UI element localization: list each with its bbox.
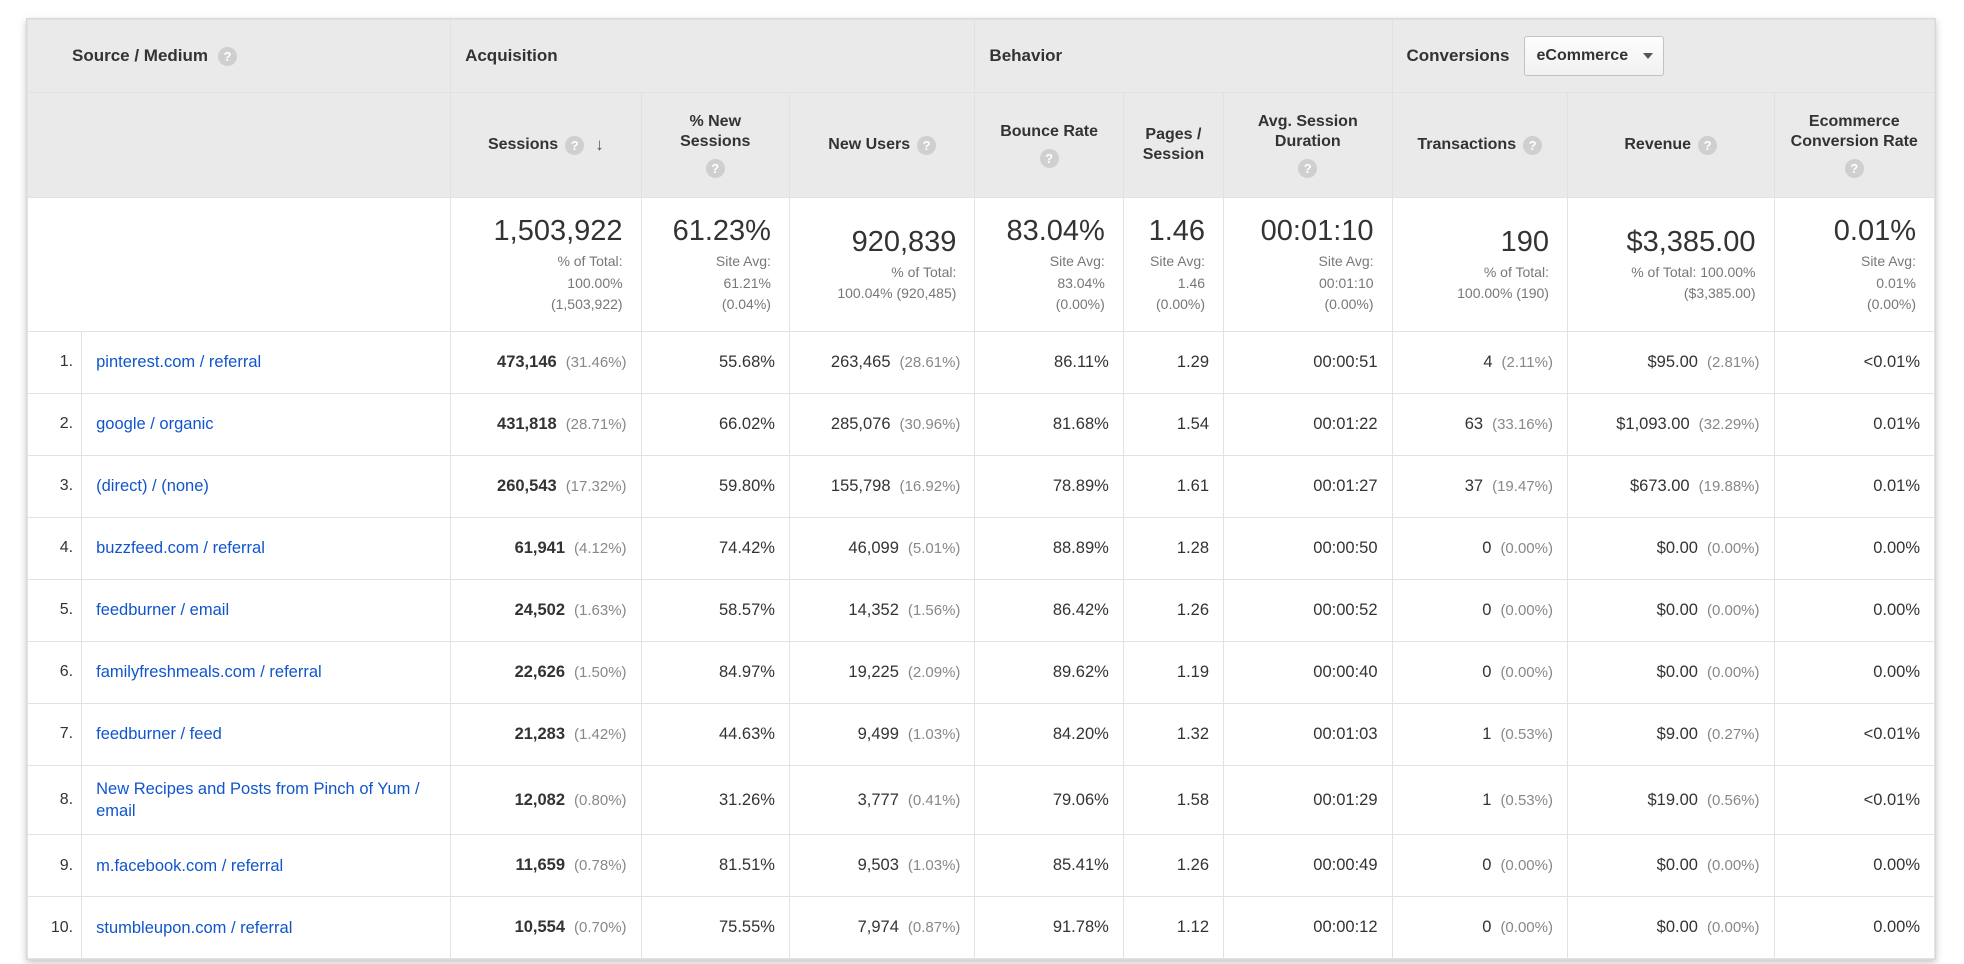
- header-metric-row: [28, 93, 1935, 198]
- totals-bounce-rate: [975, 198, 1123, 332]
- column-header-avg-session-duration-label: Avg. Session Duration: [1257, 113, 1358, 150]
- table-row[interactable]: [28, 703, 1935, 765]
- column-header-transactions[interactable]: [1392, 93, 1567, 198]
- totals-pages-session: [1123, 198, 1223, 332]
- cell-avg-session-duration: 00:01:29: [1224, 765, 1392, 835]
- cell-sessions-percent: (4.12%): [574, 539, 627, 557]
- group-header-acquisition: [451, 20, 975, 93]
- cell-sessions-value: 473,146: [497, 352, 557, 371]
- cell-transactions-value: 0: [1482, 662, 1492, 681]
- cell-new-sessions: 81.51%: [641, 835, 789, 897]
- row-source-medium: [82, 897, 451, 959]
- cell-avg-session-duration: 00:00:40: [1224, 641, 1392, 703]
- cell-avg-session-duration: 00:00:49: [1224, 835, 1392, 897]
- cell-bounce-rate: 86.42%: [975, 579, 1123, 641]
- source-medium-link[interactable]: New Recipes and Posts from Pinch of Yum / email: [96, 779, 420, 821]
- cell-transactions-value: 1: [1482, 724, 1492, 743]
- cell-new-users-value: 3,777: [857, 790, 899, 809]
- totals-avg-session-duration-note3: (0.00%): [1324, 296, 1374, 313]
- table-row[interactable]: [28, 393, 1935, 455]
- cell-avg-session-duration: 00:01:27: [1224, 455, 1392, 517]
- totals-revenue-value: $3,385.00: [1626, 225, 1756, 258]
- cell-new-users-percent: (2.09%): [907, 663, 961, 681]
- totals-revenue-note2: ($3,385.00): [1683, 285, 1756, 302]
- totals-pages-session-value: 1.46: [1148, 215, 1206, 247]
- cell-transactions: [1392, 765, 1567, 835]
- cell-ecommerce-conversion-rate: 0.00%: [1774, 835, 1935, 897]
- row-index: 1.: [28, 331, 82, 393]
- cell-sessions-percent: (31.46%): [565, 353, 627, 371]
- cell-transactions-value: 0: [1482, 856, 1492, 875]
- cell-revenue-percent: (19.88%): [1698, 477, 1760, 495]
- cell-revenue-value: $0.00: [1656, 662, 1698, 681]
- cell-bounce-rate: 89.62%: [975, 641, 1123, 703]
- cell-bounce-rate: 88.89%: [975, 517, 1123, 579]
- cell-new-users: [789, 455, 974, 517]
- row-source-medium: [82, 393, 451, 455]
- cell-pages-session: 1.19: [1123, 641, 1223, 703]
- cell-revenue-percent: (0.00%): [1706, 663, 1760, 681]
- dimension-header-label: Source / Medium: [72, 46, 209, 65]
- cell-revenue: [1567, 765, 1774, 835]
- cell-avg-session-duration: 00:01:03: [1224, 703, 1392, 765]
- totals-new-users: [789, 198, 974, 332]
- column-header-revenue[interactable]: [1567, 93, 1774, 198]
- cell-new-users: [789, 331, 974, 393]
- cell-sessions: [451, 455, 641, 517]
- totals-ecommerce-conversion-rate-note2: 0.01%: [1876, 274, 1916, 291]
- cell-bounce-rate: 86.11%: [975, 331, 1123, 393]
- cell-new-users: [789, 765, 974, 835]
- cell-new-users-value: 263,465: [830, 352, 891, 371]
- totals-bounce-rate-note2: 83.04%: [1057, 274, 1105, 291]
- dimension-header[interactable]: [28, 20, 451, 93]
- cell-new-users-percent: (1.03%): [907, 725, 961, 743]
- cell-ecommerce-conversion-rate: 0.01%: [1774, 393, 1935, 455]
- cell-transactions-percent: (0.53%): [1500, 725, 1553, 743]
- help-question-icon[interactable]: ?: [1298, 159, 1317, 178]
- column-header-pages-session-label: Pages / Session: [1142, 126, 1205, 163]
- cell-new-sessions: 74.42%: [641, 517, 789, 579]
- help-question-icon[interactable]: ?: [1698, 136, 1717, 155]
- column-header-new-users[interactable]: [789, 93, 974, 198]
- totals-transactions-note2: 100.00% (190): [1457, 285, 1549, 302]
- column-header-revenue-label: Revenue: [1624, 136, 1692, 153]
- cell-sessions-percent: (17.32%): [565, 477, 627, 495]
- cell-sessions: [451, 703, 641, 765]
- row-source-medium: [82, 517, 451, 579]
- table-row[interactable]: [28, 835, 1935, 897]
- cell-sessions-percent: (1.63%): [574, 601, 627, 619]
- totals-row: [28, 198, 1935, 332]
- cell-new-users-percent: (0.41%): [907, 791, 961, 809]
- cell-new-users-value: 7,974: [857, 918, 899, 937]
- cell-transactions-percent: (0.00%): [1500, 539, 1553, 557]
- totals-revenue: [1567, 198, 1774, 332]
- totals-bounce-rate-value: 83.04%: [1006, 215, 1105, 247]
- analytics-report-panel: [26, 18, 1936, 960]
- cell-pages-session: 1.32: [1123, 703, 1223, 765]
- cell-bounce-rate: 84.20%: [975, 703, 1123, 765]
- totals-avg-session-duration-value: 00:01:10: [1260, 215, 1374, 247]
- table-body: [28, 331, 1935, 959]
- cell-pages-session: 1.58: [1123, 765, 1223, 835]
- cell-sessions-value: 260,543: [497, 476, 557, 495]
- totals-avg-session-duration-note2: 00:01:10: [1319, 274, 1374, 291]
- cell-pages-session: 1.26: [1123, 579, 1223, 641]
- cell-transactions-percent: (0.53%): [1500, 791, 1553, 809]
- cell-bounce-rate: 91.78%: [975, 897, 1123, 959]
- cell-revenue-percent: (0.00%): [1706, 601, 1760, 619]
- cell-sessions-percent: (0.70%): [574, 919, 627, 937]
- totals-avg-session-duration: [1224, 198, 1392, 332]
- cell-new-users: [789, 641, 974, 703]
- cell-revenue: [1567, 331, 1774, 393]
- cell-new-users-percent: (30.96%): [899, 415, 961, 433]
- cell-transactions-value: 4: [1483, 352, 1493, 371]
- cell-new-sessions: 59.80%: [641, 455, 789, 517]
- cell-sessions-percent: (28.71%): [565, 415, 627, 433]
- cell-transactions: [1392, 703, 1567, 765]
- cell-new-users-value: 9,499: [857, 724, 899, 743]
- cell-revenue: [1567, 835, 1774, 897]
- cell-sessions: [451, 765, 641, 835]
- cell-transactions: [1392, 517, 1567, 579]
- cell-sessions-value: 11,659: [515, 856, 566, 875]
- cell-transactions-percent: (0.00%): [1500, 601, 1553, 619]
- table-row[interactable]: [28, 331, 1935, 393]
- cell-sessions-percent: (1.50%): [574, 663, 627, 681]
- cell-revenue-value: $9.00: [1656, 724, 1698, 743]
- cell-revenue-percent: (0.27%): [1706, 725, 1760, 743]
- cell-new-users-percent: (28.61%): [899, 353, 961, 371]
- cell-new-sessions: 75.55%: [641, 897, 789, 959]
- row-index: 6.: [28, 641, 82, 703]
- cell-revenue: [1567, 393, 1774, 455]
- cell-revenue-percent: (0.56%): [1706, 791, 1760, 809]
- cell-transactions: [1392, 393, 1567, 455]
- cell-new-users-value: 19,225: [848, 662, 899, 681]
- cell-new-users-percent: (1.56%): [907, 601, 961, 619]
- cell-revenue-value: $95.00: [1647, 352, 1698, 371]
- cell-new-users-percent: (5.01%): [907, 539, 961, 557]
- cell-new-sessions: 31.26%: [641, 765, 789, 835]
- cell-revenue: [1567, 517, 1774, 579]
- help-question-icon[interactable]: ?: [1845, 159, 1864, 178]
- totals-new-users-note2: 100.04% (920,485): [837, 285, 957, 302]
- cell-transactions: [1392, 641, 1567, 703]
- cell-revenue-percent: (0.00%): [1706, 539, 1760, 557]
- totals-new-sessions: [641, 198, 789, 332]
- totals-ecommerce-conversion-rate-note3: (0.00%): [1866, 296, 1916, 313]
- cell-bounce-rate: 81.68%: [975, 393, 1123, 455]
- cell-transactions-percent: (33.16%): [1492, 415, 1553, 433]
- source-medium-link[interactable]: familyfreshmeals.com / referral: [96, 663, 322, 682]
- cell-transactions-value: 1: [1482, 790, 1492, 809]
- totals-revenue-note1: % of Total: 100.00%: [1631, 263, 1756, 280]
- column-header-sessions[interactable]: [451, 93, 641, 198]
- source-medium-link[interactable]: feedburner / feed: [96, 725, 222, 744]
- cell-sessions: [451, 641, 641, 703]
- table-row[interactable]: [28, 579, 1935, 641]
- cell-pages-session: 1.61: [1123, 455, 1223, 517]
- cell-new-users-percent: (16.92%): [899, 477, 961, 495]
- column-header-pages-session[interactable]: [1123, 93, 1223, 198]
- source-medium-link[interactable]: stumbleupon.com / referral: [96, 918, 293, 937]
- totals-ecommerce-conversion-rate-value: 0.01%: [1833, 215, 1916, 247]
- totals-pages-session-note3: (0.00%): [1156, 296, 1206, 313]
- cell-ecommerce-conversion-rate: 0.00%: [1774, 517, 1935, 579]
- table-row[interactable]: [28, 897, 1935, 959]
- help-question-icon[interactable]: ?: [706, 159, 725, 178]
- source-medium-link[interactable]: feedburner / email: [96, 601, 230, 620]
- help-question-icon[interactable]: ?: [1040, 149, 1059, 168]
- column-header-bounce-rate-label: Bounce Rate: [1000, 123, 1098, 140]
- totals-sessions-note1: % of Total:: [557, 253, 623, 270]
- totals-new-sessions-note2: 61.21%: [723, 274, 771, 291]
- cell-pages-session: 1.29: [1123, 331, 1223, 393]
- cell-pages-session: 1.28: [1123, 517, 1223, 579]
- group-header-behavior-label: Behavior: [989, 46, 1063, 65]
- help-question-icon[interactable]: ?: [1523, 136, 1542, 155]
- header-group-row: [28, 20, 1935, 93]
- cell-new-users-percent: (1.03%): [907, 857, 961, 875]
- cell-revenue-percent: (2.81%): [1706, 353, 1760, 371]
- column-header-bounce-rate[interactable]: [975, 93, 1123, 198]
- cell-new-users-value: 9,503: [857, 856, 899, 875]
- column-header-ecommerce-conversion-rate-label: Ecommerce Conversion Rate: [1790, 113, 1918, 150]
- cell-sessions: [451, 835, 641, 897]
- table-row[interactable]: [28, 517, 1935, 579]
- column-header-ecommerce-conversion-rate[interactable]: [1774, 93, 1935, 198]
- totals-new-users-value: 920,839: [851, 225, 957, 258]
- row-index: 5.: [28, 579, 82, 641]
- row-index: 4.: [28, 517, 82, 579]
- cell-transactions-value: 0: [1482, 918, 1492, 937]
- cell-new-sessions: 58.57%: [641, 579, 789, 641]
- cell-ecommerce-conversion-rate: <0.01%: [1774, 703, 1935, 765]
- cell-pages-session: 1.54: [1123, 393, 1223, 455]
- cell-transactions-value: 0: [1482, 538, 1492, 557]
- help-question-icon[interactable]: ?: [565, 136, 584, 155]
- cell-revenue-value: $0.00: [1656, 856, 1698, 875]
- cell-new-users: [789, 835, 974, 897]
- totals-ecommerce-conversion-rate: [1774, 198, 1935, 332]
- cell-avg-session-duration: 00:01:22: [1224, 393, 1392, 455]
- cell-sessions: [451, 393, 641, 455]
- row-source-medium: [82, 641, 451, 703]
- totals-bounce-rate-note3: (0.00%): [1055, 296, 1105, 313]
- cell-sessions-value: 21,283: [514, 724, 566, 743]
- sort-descending-arrow-icon[interactable]: ↓: [595, 135, 604, 155]
- source-medium-link[interactable]: m.facebook.com / referral: [96, 856, 284, 875]
- cell-sessions-percent: (1.42%): [574, 725, 627, 743]
- help-question-icon[interactable]: ?: [218, 47, 237, 66]
- totals-label-cell: [28, 198, 451, 332]
- cell-revenue-percent: (32.29%): [1698, 415, 1760, 433]
- cell-transactions-percent: (0.00%): [1500, 857, 1553, 875]
- cell-avg-session-duration: 00:00:52: [1224, 579, 1392, 641]
- cell-sessions: [451, 331, 641, 393]
- cell-transactions: [1392, 579, 1567, 641]
- cell-transactions: [1392, 331, 1567, 393]
- cell-revenue: [1567, 455, 1774, 517]
- group-header-acquisition-label: Acquisition: [465, 46, 558, 65]
- totals-bounce-rate-note1: Site Avg:: [1049, 253, 1105, 270]
- cell-transactions-percent: (2.11%): [1501, 353, 1553, 371]
- totals-sessions: [451, 198, 641, 332]
- cell-new-users-value: 155,798: [830, 476, 891, 495]
- group-header-conversions-label: Conversions: [1406, 46, 1510, 65]
- cell-transactions: [1392, 897, 1567, 959]
- cell-revenue-value: $0.00: [1656, 538, 1698, 557]
- cell-new-users: [789, 393, 974, 455]
- cell-pages-session: 1.12: [1123, 897, 1223, 959]
- cell-sessions-percent: (0.78%): [574, 857, 627, 875]
- cell-revenue-value: $0.00: [1656, 600, 1698, 619]
- dimension-header-spacer: [28, 93, 451, 198]
- source-medium-link[interactable]: (direct) / (none): [96, 477, 209, 496]
- cell-sessions-percent: (0.80%): [574, 791, 627, 809]
- table-row[interactable]: [28, 641, 1935, 703]
- cell-ecommerce-conversion-rate: 0.01%: [1774, 455, 1935, 517]
- cell-transactions-percent: (19.47%): [1492, 477, 1553, 495]
- cell-ecommerce-conversion-rate: 0.00%: [1774, 897, 1935, 959]
- row-source-medium: [82, 703, 451, 765]
- cell-bounce-rate: 79.06%: [975, 765, 1123, 835]
- totals-sessions-note2: 100.00%: [567, 274, 623, 291]
- cell-ecommerce-conversion-rate: <0.01%: [1774, 765, 1935, 835]
- cell-new-users: [789, 703, 974, 765]
- cell-sessions: [451, 579, 641, 641]
- totals-transactions-note1: % of Total:: [1483, 263, 1549, 280]
- cell-transactions-percent: (0.00%): [1500, 663, 1553, 681]
- cell-sessions-value: 10,554: [514, 918, 566, 937]
- cell-transactions: [1392, 835, 1567, 897]
- column-header-transactions-label: Transactions: [1417, 136, 1517, 153]
- cell-ecommerce-conversion-rate: <0.01%: [1774, 331, 1935, 393]
- source-medium-link[interactable]: buzzfeed.com / referral: [96, 539, 265, 558]
- cell-sessions-value: 24,502: [514, 600, 566, 619]
- column-header-new-users-label: New Users: [828, 136, 911, 153]
- cell-revenue: [1567, 897, 1774, 959]
- conversions-select[interactable]: [1524, 36, 1664, 76]
- cell-sessions: [451, 897, 641, 959]
- cell-new-users: [789, 579, 974, 641]
- source-medium-link[interactable]: pinterest.com / referral: [96, 353, 262, 372]
- row-source-medium: [82, 579, 451, 641]
- row-source-medium: [82, 835, 451, 897]
- cell-sessions-value: 61,941: [514, 538, 566, 557]
- cell-revenue: [1567, 641, 1774, 703]
- cell-transactions-value: 63: [1464, 414, 1484, 433]
- help-question-icon[interactable]: ?: [917, 136, 936, 155]
- totals-sessions-note3: (1,503,922): [550, 296, 623, 313]
- conversions-select-value: eCommerce: [1536, 47, 1629, 64]
- cell-sessions-value: 12,082: [514, 790, 566, 809]
- cell-sessions-value: 22,626: [514, 662, 566, 681]
- row-source-medium: [82, 765, 451, 835]
- cell-sessions: [451, 517, 641, 579]
- totals-pages-session-note2: 1.46: [1177, 274, 1206, 291]
- totals-avg-session-duration-note1: Site Avg:: [1318, 253, 1374, 270]
- cell-new-users-value: 46,099: [848, 538, 899, 557]
- cell-new-sessions: 44.63%: [641, 703, 789, 765]
- cell-transactions-value: 0: [1482, 600, 1492, 619]
- cell-new-users: [789, 517, 974, 579]
- cell-revenue: [1567, 579, 1774, 641]
- cell-revenue-value: $1,093.00: [1616, 414, 1690, 433]
- totals-new-sessions-note3: (0.04%): [721, 296, 771, 313]
- cell-new-users-value: 285,076: [830, 414, 891, 433]
- row-source-medium: [82, 455, 451, 517]
- cell-revenue-value: $673.00: [1629, 476, 1690, 495]
- cell-bounce-rate: 78.89%: [975, 455, 1123, 517]
- column-header-new-sessions-label: % New Sessions: [680, 113, 751, 150]
- group-header-conversions: [1392, 20, 1934, 93]
- row-index: 8.: [28, 765, 82, 835]
- row-index: 2.: [28, 393, 82, 455]
- cell-revenue-percent: (0.00%): [1706, 857, 1760, 875]
- row-index: 3.: [28, 455, 82, 517]
- cell-new-sessions: 84.97%: [641, 641, 789, 703]
- row-source-medium: [82, 331, 451, 393]
- cell-ecommerce-conversion-rate: 0.00%: [1774, 641, 1935, 703]
- column-header-avg-session-duration[interactable]: [1224, 93, 1392, 198]
- column-header-sessions-label: Sessions: [487, 136, 559, 153]
- cell-transactions: [1392, 455, 1567, 517]
- cell-transactions-value: 37: [1464, 476, 1484, 495]
- totals-ecommerce-conversion-rate-note1: Site Avg:: [1860, 253, 1916, 270]
- totals-sessions-value: 1,503,922: [493, 215, 623, 247]
- cell-bounce-rate: 85.41%: [975, 835, 1123, 897]
- cell-avg-session-duration: 00:00:12: [1224, 897, 1392, 959]
- row-index: 9.: [28, 835, 82, 897]
- cell-new-sessions: 66.02%: [641, 393, 789, 455]
- totals-new-users-note1: % of Total:: [891, 263, 957, 280]
- source-medium-table: [27, 19, 1935, 959]
- column-header-new-sessions[interactable]: [641, 93, 789, 198]
- cell-revenue-value: $0.00: [1656, 918, 1698, 937]
- totals-transactions-value: 190: [1500, 225, 1549, 258]
- cell-transactions-percent: (0.00%): [1500, 919, 1553, 937]
- cell-avg-session-duration: 00:00:51: [1224, 331, 1392, 393]
- table-row[interactable]: [28, 765, 1935, 835]
- cell-revenue-percent: (0.00%): [1706, 919, 1760, 937]
- row-index: 10.: [28, 897, 82, 959]
- cell-new-users-value: 14,352: [848, 600, 899, 619]
- table-row[interactable]: [28, 455, 1935, 517]
- cell-ecommerce-conversion-rate: 0.00%: [1774, 579, 1935, 641]
- cell-new-users-percent: (0.87%): [907, 919, 961, 937]
- group-header-behavior: [975, 20, 1392, 93]
- row-index: 7.: [28, 703, 82, 765]
- totals-transactions: [1392, 198, 1567, 332]
- chevron-down-icon: [1643, 53, 1653, 59]
- cell-new-users: [789, 897, 974, 959]
- cell-sessions-value: 431,818: [497, 414, 557, 433]
- cell-new-sessions: 55.68%: [641, 331, 789, 393]
- cell-revenue-value: $19.00: [1647, 790, 1698, 809]
- cell-avg-session-duration: 00:00:50: [1224, 517, 1392, 579]
- totals-new-sessions-note1: Site Avg:: [715, 253, 771, 270]
- totals-new-sessions-value: 61.23%: [672, 215, 771, 247]
- source-medium-link[interactable]: google / organic: [96, 415, 214, 434]
- totals-pages-session-note1: Site Avg:: [1150, 253, 1206, 270]
- cell-pages-session: 1.26: [1123, 835, 1223, 897]
- cell-revenue: [1567, 703, 1774, 765]
